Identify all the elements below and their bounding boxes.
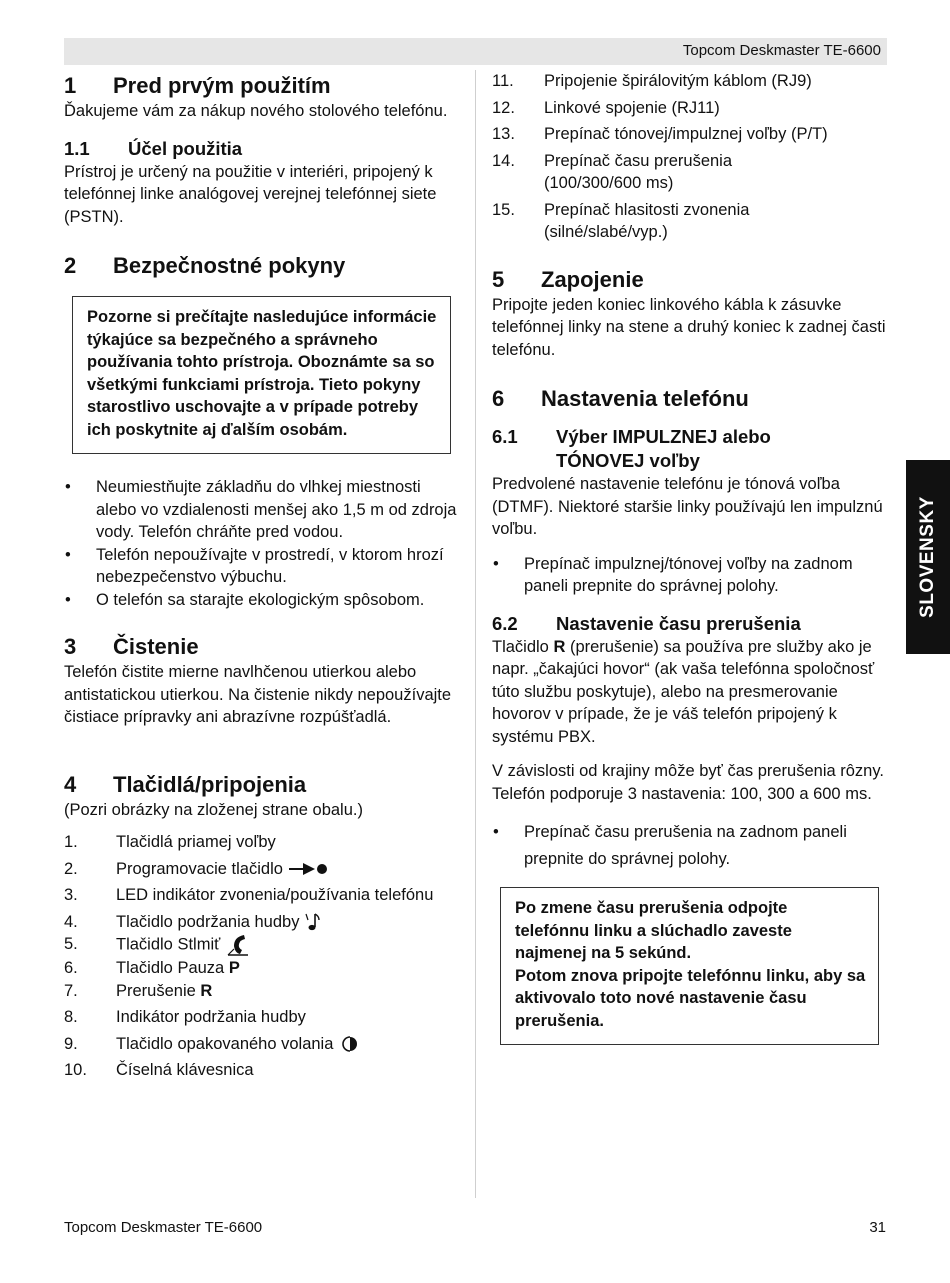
section-title: Pred prvým použitím (113, 73, 331, 98)
list-item: • Telefón nepoužívajte v prostredí, v ktorom hrozí nebezpečenstvo výbuchu. (64, 544, 459, 589)
buttons-list (64, 831, 459, 1082)
header-title: Topcom Deskmaster TE-6600 (682, 42, 881, 59)
bullet-dot: • (493, 823, 499, 841)
section-number: 5 (492, 266, 505, 292)
section-number: 4 (64, 771, 77, 797)
list-item: 3. LED indikátor zvonenia/používania telefónu (64, 886, 434, 904)
list-item: 15. Prepínač hlasitosti zvonenia (silné/slabé/vyp.) (492, 200, 750, 241)
safety-warning-box: Pozorne si prečítajte nasledujúce informácie týkajúce sa bezpečného a správneho používania tohto prístroja. Oboznámte sa so všetkými funkciami prístroja. Tieto pokyny starostlivo uschovajte a v prípade potreby ich poskytnite aj ďalším osobám. (72, 296, 451, 454)
list-item: 11. Pripojenie špirálovitým káblom (RJ9) (492, 72, 812, 90)
bullet-dot: • (65, 478, 71, 496)
language-tab-label: SLOVENSKY (916, 496, 938, 618)
section-title: Čistenie (113, 634, 199, 659)
list-item: 13. Prepínač tónovej/impulznej voľby (P/T) (492, 125, 828, 143)
list-item: 10. Číselná klávesnica (64, 1061, 254, 1079)
header-bar (64, 38, 887, 65)
language-tab (906, 460, 950, 654)
right-column (492, 70, 887, 1045)
bullet-dot: • (493, 554, 499, 573)
list-item: 14. Prepínač času prerušenia (100/300/600 ms) (492, 151, 733, 192)
list-item: 1. Tlačidlá priamej voľby (64, 833, 276, 851)
section-title: Tlačidlá/pripojenia (113, 771, 307, 797)
program-arrow-icon (289, 861, 329, 877)
section-1-1-text: Prístroj je určený na použitie v interiéri, pripojený k telefónnej linke analógovej verejnej telefónnej siete (PSTN). (64, 162, 437, 226)
section-4-heading (64, 771, 459, 799)
section-6-2-bullets (492, 819, 887, 873)
section-2-heading (64, 252, 459, 280)
section-6-1-bullets (492, 553, 887, 598)
section-1-heading (64, 72, 459, 100)
section-5-text: Pripojte jeden koniec linkového kábla k zásuvke telefónnej linky na stene a druhý koniec k zadnej časti telefónu. (492, 295, 886, 359)
bullet-dot: • (65, 545, 71, 564)
section-number: 6 (492, 386, 505, 411)
section-4-note: (Pozri obrázky na zloženej strane obalu.) (64, 800, 363, 819)
list-item: 8. Indikátor podržania hudby (64, 1008, 306, 1026)
section-6-1-heading (492, 425, 887, 473)
section-title: Nastavenie času prerušenia (556, 612, 801, 634)
left-column (64, 70, 459, 1082)
flash-time-note-box: Po zmene času prerušenia odpojte telefónnu linku a slúchadlo zaveste najmenej na 5 sekúnd. Potom znova pripojte telefónnu linku, aby sa aktivovalo toto nové nastavenie času prerušenia. (500, 887, 879, 1045)
section-title: Nastavenia telefónu (541, 386, 749, 411)
page-number: 31 (869, 1219, 886, 1236)
section-title: Bezpečnostné pokyny (113, 253, 346, 278)
bullet-dot: • (65, 590, 71, 609)
list-item: 12. Linkové spojenie (RJ11) (492, 98, 720, 117)
list-item: 2. Programovacie tlačidlo (64, 858, 459, 881)
list-item: • Neumiestňujte základňu do vlhkej miestnosti alebo vo vzdialenosti menšej ako 1,5 m od zdroja vody. Telefón chráňte pred vodou. (64, 476, 459, 544)
section-title: Výber IMPULZNEJ alebo TÓNOVEJ voľby (556, 426, 771, 471)
list-item: • Prepínač impulznej/tónovej voľby na zadnom paneli prepnite do správnej polohy. (492, 553, 887, 598)
music-note-icon (305, 912, 321, 932)
list-item: • O telefón sa starajte ekologickým spôsobom. (64, 589, 459, 612)
column-divider (475, 70, 476, 1198)
buttons-list-continued (492, 70, 887, 244)
footer-product: Topcom Deskmaster TE-6600 (64, 1219, 263, 1236)
section-number: 1 (64, 73, 77, 98)
list-item: 5. Tlačidlo Stlmiť (64, 933, 459, 957)
section-3-text: Telefón čistite mierne navlhčenou utierkou alebo antistatickou utierkou. Na čistenie nikdy nepoužívajte čistiace prípravky ani abrazívne rozpúšťadlá. (64, 663, 452, 726)
safety-bullets (64, 476, 459, 611)
section-3-heading (64, 633, 459, 661)
section-number: 6.2 (492, 612, 518, 634)
section-1-1-heading (64, 137, 459, 161)
section-title: Účel použitia (128, 137, 243, 159)
mute-handset-icon (226, 933, 252, 957)
section-1-text: Ďakujeme vám za nákup nového stolového telefónu. (64, 102, 448, 120)
section-number: 6.1 (492, 426, 518, 447)
section-number: 3 (64, 634, 77, 659)
section-title: Zapojenie (541, 266, 644, 292)
section-number: 2 (64, 253, 77, 278)
section-number: 1.1 (64, 137, 90, 159)
list-item: 4. Tlačidlo podržania hudby (64, 911, 459, 934)
section-6-2-paragraph-1: Tlačidlo R (prerušenie) sa používa pre služby ako je napr. „čakajúci hovor“ (ak vaša telefónna spoločnosť túto službu poskytuje), alebo na presmerovanie hovorov v prípade, že je váš telefón pripojený k systému PBX. (492, 637, 875, 746)
list-item: • Prepínač času prerušenia na zadnom paneli prepnite do správnej polohy. (492, 819, 887, 873)
section-6-heading (492, 385, 887, 413)
section-6-2-paragraph-2: V závislosti od krajiny môže byť čas prerušenia rôzny. (492, 762, 884, 780)
list-item: 7. Prerušenie R (64, 981, 213, 1000)
list-item: 9. Tlačidlo opakovaného volania (64, 1033, 459, 1056)
section-5-heading (492, 266, 887, 294)
redial-icon (339, 1035, 361, 1053)
section-6-2-paragraph-3: Telefón podporuje 3 nastavenia: 100, 300 a 600 ms. (492, 784, 872, 803)
section-6-1-text: Predvolené nastavenie telefónu je tónová voľba (DTMF). Niektoré staršie linky používajú len impulznú voľbu. (492, 475, 883, 538)
list-item: 6. Tlačidlo Pauza P (64, 959, 240, 977)
section-6-2-heading (492, 612, 887, 636)
